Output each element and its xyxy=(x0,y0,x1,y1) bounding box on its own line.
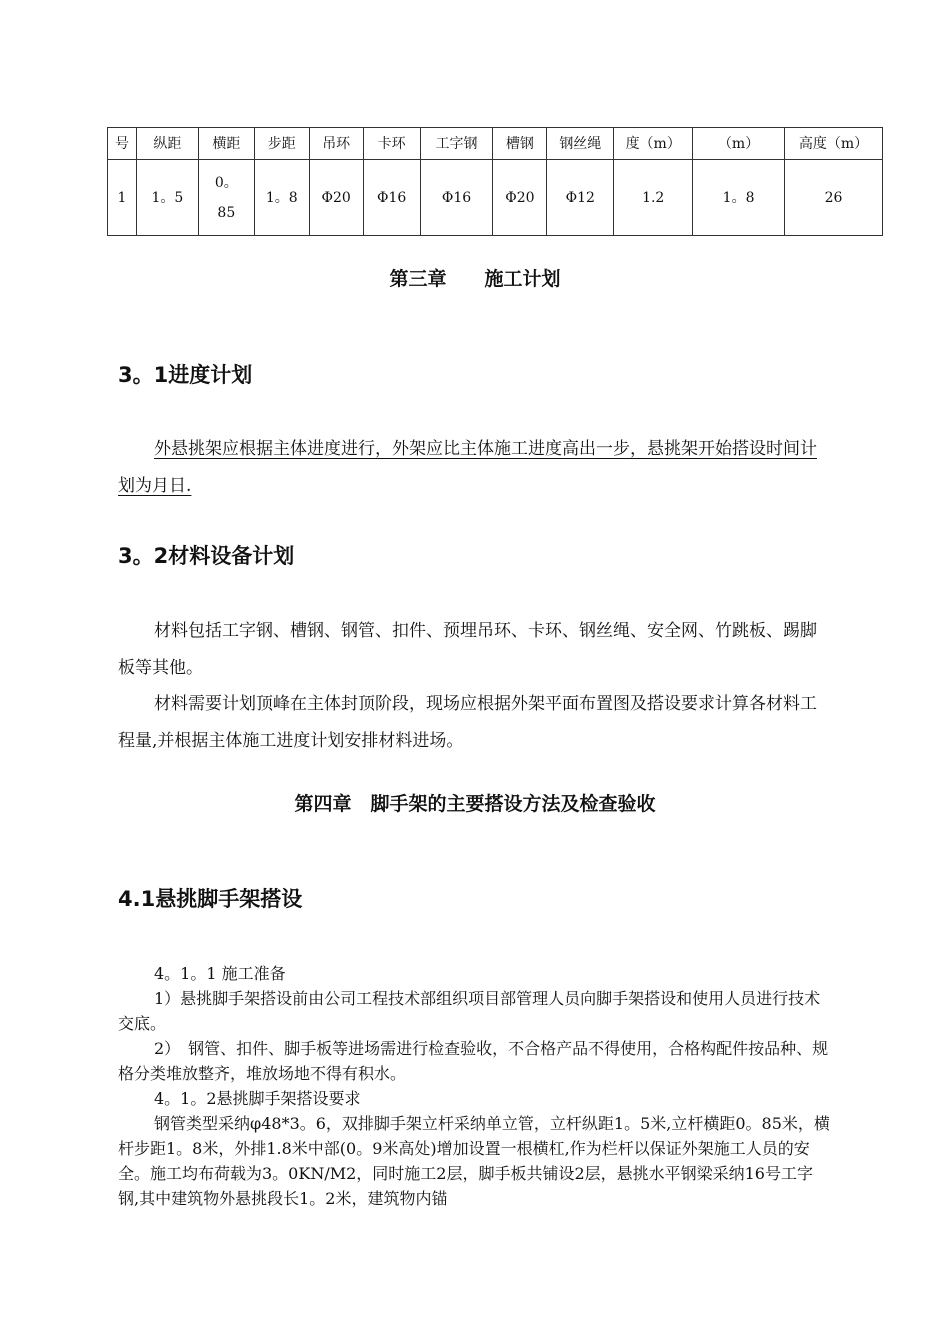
table-header-cell: 卡环 xyxy=(363,128,420,160)
table-cell: Φ20 xyxy=(309,160,363,236)
section-3-2-heading: 3。2材料设备计划 xyxy=(118,544,295,568)
table-cell: 1。8 xyxy=(254,160,309,236)
table-header-cell: 纵距 xyxy=(136,128,198,160)
scaffold-parameter-table xyxy=(107,127,883,236)
table-header-row xyxy=(108,128,883,160)
table-header-cell: 吊环 xyxy=(309,128,363,160)
erection-requirements-paragraph: 钢管类型采纳φ48*3。6，双排脚手架立杆采纳单立管，立杆纵距1。5米,立杆横距0。85米，横杆步距1。8米，外排1.8米中部(0。9米高处)增加设置一根横杠,作为栏杆以保证外架施工人员的安全。施工均布荷载为3。0KN/M2，同时施工2层，脚手板共铺设2层，悬挑水平钢梁采纳16号工字钢,其中建筑物外悬挑段长1。2米，建筑物内锚 xyxy=(118,1114,830,1208)
table-header-cell: 槽钢 xyxy=(493,128,547,160)
table-cell: Φ16 xyxy=(420,160,493,236)
subsection-4-1-2-heading: 4。1。2悬挑脚手架搭设要求 xyxy=(154,1089,361,1108)
section-3-2-paragraph-1: 材料包括工字钢、槽钢、钢管、扣件、预埋吊环、卡环、钢丝绳、安全网、竹跳板、踢脚板等其他。 xyxy=(118,621,817,678)
table-cell: 1.2 xyxy=(614,160,693,236)
section-3-1-paragraph: 外悬挑架应根据主体进度进行，外架应比主体施工进度高出一步，悬挑架开始搭设时间计划为月日. xyxy=(118,439,817,496)
table-cell: 1。8 xyxy=(693,160,785,236)
table-header-cell: 步距 xyxy=(254,128,309,160)
subsection-4-1-1-heading: 4。1。1 施工准备 xyxy=(154,964,286,983)
table-header-cell: （m） xyxy=(693,128,785,160)
table-cell: Φ12 xyxy=(547,160,614,236)
section-3-2-paragraph-2: 材料需要计划顶峰在主体封顶阶段，现场应根据外架平面布置图及搭设要求计算各材料工程量,并根据主体施工进度计划安排材料进场。 xyxy=(118,694,817,751)
table-header-cell: 钢丝绳 xyxy=(547,128,614,160)
table-cell: Φ20 xyxy=(493,160,547,236)
table-cell: 26 xyxy=(785,160,883,236)
chapter-3-title: 第三章 施工计划 xyxy=(389,268,561,290)
table-cell: 1 xyxy=(108,160,137,236)
section-3-1-heading: 3。1进度计划 xyxy=(118,363,253,387)
table-header-cell: 横距 xyxy=(198,128,254,160)
table-header-cell: 工字钢 xyxy=(420,128,493,160)
chapter-4-title: 第四章 脚手架的主要搭设方法及检查验收 xyxy=(294,793,656,815)
section-4-1-heading: 4.1悬挑脚手架搭设 xyxy=(118,887,303,911)
table-row xyxy=(108,160,883,236)
table-cell: Φ16 xyxy=(363,160,420,236)
table-cell: 1。5 xyxy=(136,160,198,236)
preparation-item-1: 1）悬挑脚手架搭设前由公司工程技术部组织项目部管理人员向脚手架搭设和使用人员进行技术交底。 xyxy=(118,989,821,1033)
table-header-cell: 号 xyxy=(108,128,137,160)
table-cell: 0。85 xyxy=(198,160,254,236)
table-header-cell: 度（m） xyxy=(614,128,693,160)
preparation-item-2: 2） 钢管、扣件、脚手板等进场需进行检查验收，不合格产品不得使用，合格构配件按品种、规格分类堆放整齐，堆放场地不得有积水。 xyxy=(118,1039,829,1083)
table-header-cell: 高度（m） xyxy=(785,128,883,160)
